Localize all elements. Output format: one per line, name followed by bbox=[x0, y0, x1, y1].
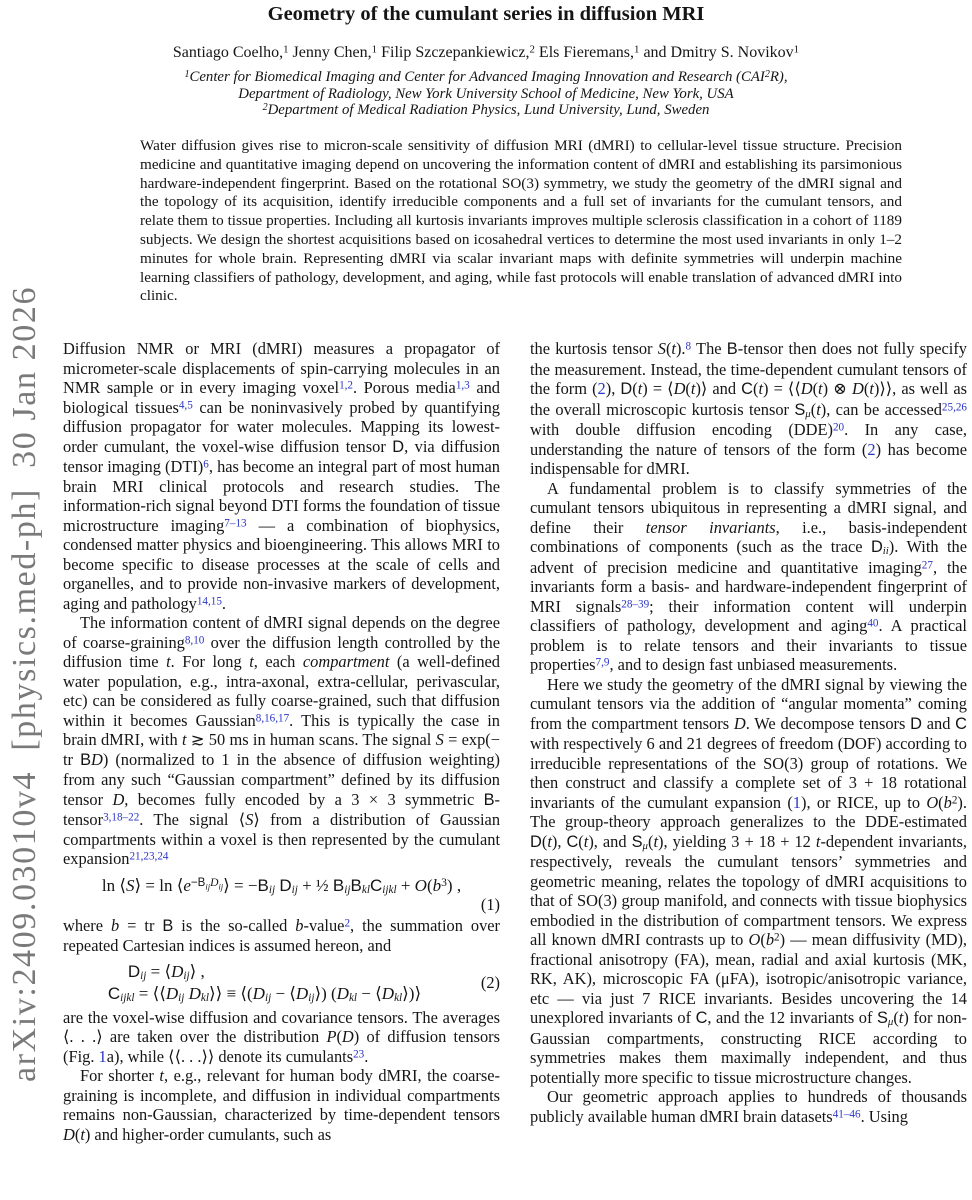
text-run: D bbox=[112, 789, 125, 809]
text-run: ( bbox=[336, 1027, 342, 1046]
text-run: ( bbox=[760, 930, 766, 949]
text-run: 2 bbox=[262, 101, 268, 113]
text-run: t bbox=[159, 1066, 164, 1085]
text-run: t bbox=[671, 339, 676, 358]
text-run: ij bbox=[140, 969, 147, 982]
text-run: ( bbox=[753, 379, 759, 398]
text-run: D bbox=[91, 749, 103, 769]
text-run: over the diffusion length controlled by the diffusion time bbox=[63, 632, 500, 671]
text-run: . This is typically the case in brain dMRI, with bbox=[63, 710, 500, 749]
citation-link[interactable]: 25,26 bbox=[941, 400, 967, 413]
equation-2-line-2 bbox=[108, 983, 421, 1005]
text-run: ) — mean diffusivity (MD), fractional anisotropy (FA), mean, radial and axial kurtosis (MK, RK, AK), microscopic FA (μFA), isotropic/anisotropic variance, etc — via just 7 RICE invariants. Besides uncovering the 14 unexplored invariants of bbox=[530, 930, 968, 1027]
text-run: S bbox=[631, 832, 643, 851]
text-run: ij bbox=[344, 883, 351, 896]
paragraph-kurtosis bbox=[530, 339, 967, 479]
text-run: ) = ⟨⟨ bbox=[763, 379, 801, 398]
text-run: D bbox=[295, 983, 309, 1003]
text-run: C bbox=[955, 714, 967, 733]
text-run: . We decompose tensors bbox=[745, 713, 911, 733]
text-run: kl bbox=[348, 991, 358, 1004]
text-run: B bbox=[350, 875, 362, 895]
authors-line bbox=[0, 44, 972, 62]
citation-link[interactable]: 8,10 bbox=[184, 633, 205, 646]
text-run: kl bbox=[361, 883, 370, 896]
text-run: )⟩ and bbox=[695, 379, 742, 398]
text-run: . bbox=[221, 593, 227, 613]
text-run: , each bbox=[253, 652, 303, 671]
text-run: . For long bbox=[170, 652, 250, 671]
text-run: , becomes fully encoded by a 3 × 3 symmetric bbox=[124, 789, 484, 809]
text-run: , has become an integral part of most human brain MRI clinical protocols and research studies. The information-rich signal beyond DTI forms the foundation of tissue microstructure imaging bbox=[63, 457, 500, 535]
paragraph-intro bbox=[63, 339, 500, 613]
text-run: S bbox=[245, 810, 254, 829]
text-run: t bbox=[637, 379, 643, 398]
text-run: ≳ 50 ms in human scans. The signal bbox=[186, 730, 436, 749]
text-run: t bbox=[166, 652, 171, 671]
text-run: B bbox=[726, 340, 738, 358]
text-run: ( bbox=[938, 792, 944, 812]
text-run: ( bbox=[647, 831, 654, 851]
text-run: C bbox=[107, 983, 121, 1003]
text-run: S bbox=[126, 875, 135, 895]
citation-link[interactable]: 23 bbox=[353, 1047, 365, 1060]
text-run: t bbox=[583, 831, 589, 851]
equation-2-line-1 bbox=[108, 961, 421, 983]
text-run: b bbox=[432, 875, 442, 895]
citation-link[interactable]: 2 bbox=[597, 379, 606, 398]
text-run: The bbox=[691, 339, 727, 358]
equation-2-number: (2) bbox=[480, 972, 500, 992]
text-run: . A practical problem is to relate tensors and their invariants to tissue properties bbox=[530, 616, 967, 674]
text-run: Our geometric approach applies to hundreds of thousands publicly available human dMRI brain datasets bbox=[530, 1087, 967, 1126]
text-run: D bbox=[279, 875, 292, 895]
citation-link[interactable]: 7,9 bbox=[595, 656, 610, 669]
text-run: D bbox=[336, 983, 349, 1003]
text-run: D bbox=[63, 1124, 75, 1144]
text-run: with double diffusion encoding (DDE) bbox=[530, 420, 833, 439]
text-run: tensor invariants bbox=[645, 517, 776, 537]
text-run: S bbox=[794, 400, 806, 419]
text-run: b bbox=[111, 915, 120, 935]
text-run: t bbox=[653, 831, 658, 851]
affiliation-2 bbox=[0, 86, 972, 103]
text-run: t bbox=[547, 831, 552, 851]
text-run: ⟩ = ln ⟨ bbox=[134, 875, 184, 895]
arxiv-watermark: arXiv:2409.03010v4 [physics.med-ph] 30 Jan 2026 bbox=[6, 285, 43, 1082]
text-run: A fundamental problem is to classify symmetries of the cumulant tensors ubiquitous in representing a dMRI signal, and define their bbox=[530, 478, 967, 537]
citation-link[interactable]: 20 bbox=[832, 421, 845, 434]
text-run: D bbox=[620, 380, 633, 398]
text-run: . bbox=[364, 1046, 369, 1066]
text-run: is the so-called bbox=[173, 915, 296, 935]
text-run: B bbox=[257, 875, 269, 895]
citation-link[interactable]: 7–13 bbox=[224, 516, 247, 529]
text-run: a), while ⟨⟨. . .⟩⟩ denote its cumulants bbox=[106, 1046, 354, 1066]
equation-2 bbox=[63, 961, 500, 1005]
text-run: can be noninvasively probed by quantifying diffusion propagator for water molecules. Mapping its lowest-order cumulant, the voxel-wise diffusion tensor bbox=[63, 397, 501, 456]
text-run: B bbox=[332, 875, 345, 895]
text-run: ( bbox=[893, 1008, 899, 1027]
text-run: are the voxel-wise diffusion and covariance tensors. The averages ⟨. . .⟩ are taken over the distribution bbox=[63, 1007, 500, 1046]
text-run: , and to design fast unbiased measurements. bbox=[609, 655, 898, 674]
paragraph-shorter-t bbox=[63, 1066, 500, 1144]
citation-link[interactable]: 4,5 bbox=[178, 398, 193, 411]
equation-2-body bbox=[63, 961, 466, 1005]
citation-link[interactable]: 27 bbox=[921, 558, 933, 571]
text-run: with respectively 6 and 21 degrees of freedom (DOF) according to irreducible representations of the SO(3) group of rotations. We then construct and classify a complete set of 3 + 18 rotational invariants of the cumulant expansion ( bbox=[530, 734, 967, 812]
text-run: D bbox=[673, 379, 686, 398]
text-run: . In any case, understanding the nature of tensors of the form ( bbox=[530, 420, 967, 459]
text-run: S bbox=[876, 1009, 888, 1027]
paragraph-tensors-def bbox=[63, 1008, 500, 1067]
text-run: Department of Medical Radiation Physics, Lund University, Lund, Sweden bbox=[267, 102, 710, 119]
text-run: 1 bbox=[283, 43, 289, 56]
equation-1-body bbox=[63, 875, 500, 896]
citation-link[interactable]: 1,2 bbox=[339, 379, 354, 392]
text-run: D bbox=[800, 379, 813, 398]
text-run: t bbox=[869, 379, 874, 398]
text-run: Santiago Coelho, bbox=[172, 44, 284, 61]
text-run: kl bbox=[394, 991, 403, 1004]
text-run: ), and bbox=[588, 831, 632, 851]
text-run: ), yielding 3 + 18 + 12 bbox=[658, 831, 816, 851]
text-run: For shorter bbox=[80, 1066, 160, 1085]
text-run: 2 bbox=[774, 931, 780, 944]
text-run: t bbox=[249, 652, 254, 671]
citation-link[interactable]: 8,16,17 bbox=[255, 711, 290, 724]
text-run: t bbox=[758, 379, 764, 398]
text-run: ( bbox=[685, 379, 691, 398]
text-run: = exp(− tr bbox=[63, 730, 500, 769]
text-run: ). The group-theory approach generalizes to the DDE-estimated bbox=[530, 792, 967, 831]
citation-link[interactable]: 21,23,24 bbox=[129, 850, 169, 863]
text-run: D bbox=[870, 538, 883, 556]
text-run: D bbox=[733, 713, 746, 733]
text-run: D bbox=[341, 1027, 354, 1046]
text-run: = ⟨ bbox=[146, 961, 172, 981]
text-run: ijkl bbox=[120, 991, 135, 1004]
citation-link[interactable]: 40 bbox=[867, 617, 879, 630]
text-run: D bbox=[392, 437, 405, 456]
text-run: and bbox=[921, 713, 956, 733]
citation-link[interactable]: 14,15 bbox=[196, 594, 222, 607]
text-run: D bbox=[910, 714, 922, 733]
text-run: ij bbox=[178, 991, 185, 1004]
text-run: P bbox=[326, 1027, 337, 1046]
text-run: Diffusion NMR or MRI (dMRI) measures a propagator of micrometer-scale displacements of spin-carrying molecules in an NMR sample or in every imaging voxel bbox=[63, 339, 500, 397]
affiliation-1 bbox=[0, 69, 972, 86]
text-run: . The signal ⟨ bbox=[139, 810, 246, 829]
text-run: D bbox=[252, 983, 265, 1003]
text-run: μ bbox=[642, 839, 648, 852]
text-run: Department of Radiology, New York University School of Medicine, New York, USA bbox=[238, 85, 734, 102]
text-run: = ⟨⟨ bbox=[134, 983, 166, 1003]
text-run: ⟩ = − bbox=[223, 875, 258, 895]
text-run: 1 bbox=[184, 68, 190, 80]
citation-link[interactable]: 2 bbox=[344, 916, 351, 929]
text-run: ⟩ , bbox=[189, 961, 205, 981]
text-run: ) ⊗ bbox=[822, 379, 852, 398]
text-run: ⟩⟩ ≡ ⟨( bbox=[209, 983, 253, 1003]
text-run: , the invariants form a basis- and hardware-independent fingerprint of MRI signals bbox=[530, 557, 967, 616]
text-run: ij bbox=[218, 880, 224, 891]
text-run: t bbox=[690, 379, 696, 398]
text-run: ij bbox=[308, 991, 315, 1004]
text-run: −B bbox=[190, 876, 206, 889]
text-run: D bbox=[381, 983, 395, 1003]
text-run: b bbox=[765, 930, 775, 949]
text-run: C bbox=[369, 875, 383, 895]
text-run: 1 bbox=[634, 43, 640, 56]
affiliations bbox=[0, 69, 972, 119]
text-run: where bbox=[63, 915, 112, 935]
text-run: b bbox=[295, 915, 304, 935]
text-run: D bbox=[852, 379, 864, 398]
text-run: ). With the advent of precision medicine and quantitative imaging bbox=[530, 537, 967, 577]
text-run: B bbox=[162, 916, 174, 935]
text-run: ( bbox=[812, 379, 819, 398]
text-run: ij bbox=[291, 883, 298, 896]
citation-link[interactable]: 6 bbox=[203, 458, 209, 471]
text-run: C bbox=[741, 380, 754, 398]
text-run: O bbox=[748, 930, 761, 949]
text-run: t bbox=[80, 1124, 85, 1144]
text-run: R), bbox=[769, 69, 788, 85]
citation-link[interactable]: 41–46 bbox=[832, 1107, 861, 1120]
text-run: ( bbox=[74, 1124, 81, 1144]
text-run: e bbox=[183, 875, 191, 895]
text-run: ), or RICE, up to bbox=[800, 792, 927, 812]
abstract-text: Water diffusion gives rise to micron-scale sensitivity of diffusion MRI (dMRI) to cellular-level tissue structure. Precision medicine and quantitative imaging depend on uncovering the information content of dMRI and establishing its parsimonious hardware-independent fingerprint. Based on the rotational SO(3) symmetry, we study the geometry of the dMRI signal and the topology of its acquisition, identify irreducible components and a full set of invariants for the cumulant tensors, and relate them to tissue properties. Including all kurtosis invariants improves multiple sclerosis classification in a cohort of 1189 subjects. We design the shortest acquisitions based on icosahedral vertices to determine the most used invariants in only 1–2 minutes for whole brain. Representing dMRI via scalar invariant maps with definite symmetries will underpin machine learning classifiers of pathology, development, and aging, while fast protocols will enable translation of advanced dMRI into clinic. bbox=[140, 137, 902, 305]
text-run: 1 bbox=[371, 43, 378, 56]
text-run: B bbox=[483, 790, 495, 809]
text-run: -tensor bbox=[63, 789, 501, 829]
text-run: ( bbox=[578, 831, 584, 851]
text-run: ). bbox=[675, 339, 686, 358]
text-run: = tr bbox=[119, 915, 163, 935]
text-run: kl bbox=[200, 991, 210, 1004]
text-run: t bbox=[816, 399, 821, 419]
text-run: (a well-defined water population, e.g., intra-axonal, extra-cellular, perivascular, etc) can be considered as fully coarse-grained, such that diffusion within it becomes Gaussian bbox=[63, 652, 500, 730]
text-run: D bbox=[210, 875, 219, 889]
text-run: , and the 12 invariants of bbox=[707, 1008, 877, 1027]
text-run: ), bbox=[551, 831, 567, 851]
paragraph-coarse-graining bbox=[63, 613, 500, 869]
paragraph-where-bvalue bbox=[63, 916, 500, 956]
text-run: D bbox=[530, 832, 542, 851]
text-run: , via diffusion tensor imaging (DTI) bbox=[63, 436, 500, 476]
text-run: , i.e., basis-independent combinations of components (such as the trace bbox=[530, 517, 967, 556]
text-run: ii bbox=[882, 544, 889, 557]
paragraph-fundamental-problem bbox=[530, 479, 967, 675]
text-run: D bbox=[171, 961, 184, 981]
text-run: D bbox=[165, 983, 179, 1003]
text-run: 3 bbox=[441, 875, 447, 889]
text-run: , e.g., relevant for human body dMRI, the coarse-graining is incomplete, and diffusion in individual compartments remains non-Gaussian, characterized by time-dependent tensors bbox=[63, 1066, 500, 1124]
equation-1 bbox=[63, 875, 500, 914]
text-run: The information content of dMRI signal depends on the degree of coarse-graining bbox=[63, 613, 500, 652]
left-column bbox=[63, 339, 500, 1144]
paragraph-here-we-study bbox=[530, 675, 967, 1088]
text-run: t bbox=[818, 379, 823, 398]
text-run: ( bbox=[810, 399, 817, 419]
text-run: compartment bbox=[302, 652, 390, 671]
text-run: ) for non-Gaussian compartments, constructing RICE according to symmetries makes them maximally independent, and thus potentially more specific to tissue microstructure changes. bbox=[530, 1008, 967, 1087]
text-run: ) and higher-order cumulants, such as bbox=[84, 1124, 332, 1144]
paper-title: Geometry of the cumulant series in diffusion MRI bbox=[267, 3, 705, 25]
text-run: ) = ⟨ bbox=[642, 379, 674, 398]
text-run: ijkl bbox=[382, 883, 397, 896]
text-run: ; their information content will underpin classifiers of pathology, development and aging bbox=[530, 596, 968, 635]
text-run: -value bbox=[303, 915, 345, 935]
paragraph-geometric-approach bbox=[530, 1087, 967, 1126]
equation-1-number: (1) bbox=[480, 894, 500, 914]
text-run: D bbox=[127, 961, 141, 981]
text-run: ij bbox=[205, 880, 211, 891]
text-run: ln ⟨ bbox=[101, 875, 127, 895]
text-run: ⟩)⟩ bbox=[402, 983, 422, 1003]
citation-link[interactable]: 3,18–22 bbox=[103, 811, 140, 824]
text-run: Center for Biomedical Imaging and Center for Advanced Imaging Innovation and Research (CAI bbox=[189, 69, 765, 85]
text-run: ) (normalized to 1 in the absence of diffusion weighting) from any such “Gaussian compartment” defined by its diffusion tensor bbox=[63, 749, 500, 809]
text-run: μ bbox=[805, 407, 811, 420]
text-run: Jenny Chen, bbox=[288, 44, 372, 61]
text-run: S bbox=[435, 730, 444, 749]
citation-link[interactable]: 8 bbox=[685, 340, 692, 353]
text-run: O bbox=[926, 792, 939, 812]
text-run: -tensor then does not fully specify the measurement. Instead, the time-dependent cumulant tensors of the form ( bbox=[530, 339, 967, 398]
text-run: ( bbox=[541, 831, 548, 851]
text-run: . Porous media bbox=[353, 378, 456, 397]
text-run: b bbox=[943, 792, 952, 812]
text-run: ( bbox=[632, 379, 638, 398]
citation-link[interactable]: 1 bbox=[98, 1046, 107, 1066]
text-run: ⟩ from a distribution of Gaussian compartments within a voxel is then represented by the cumulant expansion bbox=[63, 810, 501, 868]
text-run: — a combination of biophysics, condensed matter physics and bioengineering. This allows MRI to become specific to disease processes at the scale of cells and organelles, and to provide non-invasive markers of development, aging and pathology bbox=[63, 515, 501, 613]
text-run: ), can be accessed bbox=[820, 399, 942, 419]
text-run: − ⟨ bbox=[271, 983, 296, 1003]
text-run: ( bbox=[863, 379, 870, 398]
text-run: D bbox=[188, 983, 201, 1003]
text-run: 2 bbox=[764, 68, 770, 80]
text-run: t bbox=[815, 831, 821, 851]
citation-link[interactable]: 1,3 bbox=[455, 379, 470, 392]
citation-link[interactable]: 2 bbox=[867, 439, 876, 459]
text-run: ), bbox=[605, 379, 621, 398]
text-run: ) has become indispensable for dMRI. bbox=[530, 439, 967, 478]
text-run: )⟩⟩, as well as the overall microscopic kurtosis tensor bbox=[530, 379, 968, 419]
text-run: 1 bbox=[793, 43, 800, 56]
text-run: C bbox=[566, 832, 579, 851]
citation-link[interactable]: 28–39 bbox=[621, 597, 650, 610]
text-run: ij bbox=[264, 991, 272, 1004]
text-run: + bbox=[396, 875, 415, 895]
text-run: Els Fieremans, bbox=[534, 44, 635, 61]
citation-link[interactable]: 1 bbox=[792, 792, 801, 812]
text-run: , the summation over repeated Cartesian indices is assumed hereon, and bbox=[63, 915, 500, 955]
text-run: ij bbox=[268, 883, 276, 896]
text-run: 2 bbox=[529, 43, 535, 56]
text-run: ( bbox=[426, 875, 433, 895]
text-run: and Dmitry S. Novikov bbox=[639, 44, 794, 61]
text-run: ) , bbox=[446, 875, 462, 895]
text-run: − ⟨ bbox=[357, 983, 382, 1003]
text-run: O bbox=[414, 875, 427, 895]
text-run: 2 bbox=[951, 793, 958, 806]
text-run: + ½ bbox=[297, 875, 333, 895]
text-run: C bbox=[695, 1009, 708, 1027]
text-run: ij bbox=[183, 969, 190, 982]
text-run: S bbox=[657, 339, 666, 358]
right-column bbox=[530, 339, 967, 1144]
body-columns bbox=[63, 339, 967, 1144]
text-run: t bbox=[181, 730, 187, 749]
affiliation-3 bbox=[0, 102, 972, 119]
text-run: Here we study the geometry of the dMRI signal by viewing the cumulant tensors via the addition of “angular momenta” coming from the compartment tensors bbox=[530, 674, 967, 733]
text-run: ) of diffusion tensors (Fig. bbox=[63, 1027, 500, 1066]
text-run: B bbox=[80, 750, 91, 769]
text-run: . Using bbox=[860, 1106, 908, 1126]
text-run: -dependent invariants, respectively, reveals the cumulant tensors’ symmetries and geometric meaning, relates the topology of dMRI acquisitions to that of SO(3) group manifold, and connects with tissue biophysics embodied in the distribution of compartment tensors. We express all known dMRI contrasts up to bbox=[530, 831, 968, 949]
text-run: and biological tissues bbox=[63, 378, 500, 417]
text-run: t bbox=[898, 1008, 904, 1027]
text-run: the kurtosis tensor bbox=[530, 339, 658, 358]
text-run: ( bbox=[665, 339, 672, 358]
text-run: Filip Szczepankiewicz, bbox=[377, 44, 530, 61]
text-run: ⟩) ( bbox=[314, 983, 337, 1003]
text-run: μ bbox=[887, 1015, 894, 1028]
